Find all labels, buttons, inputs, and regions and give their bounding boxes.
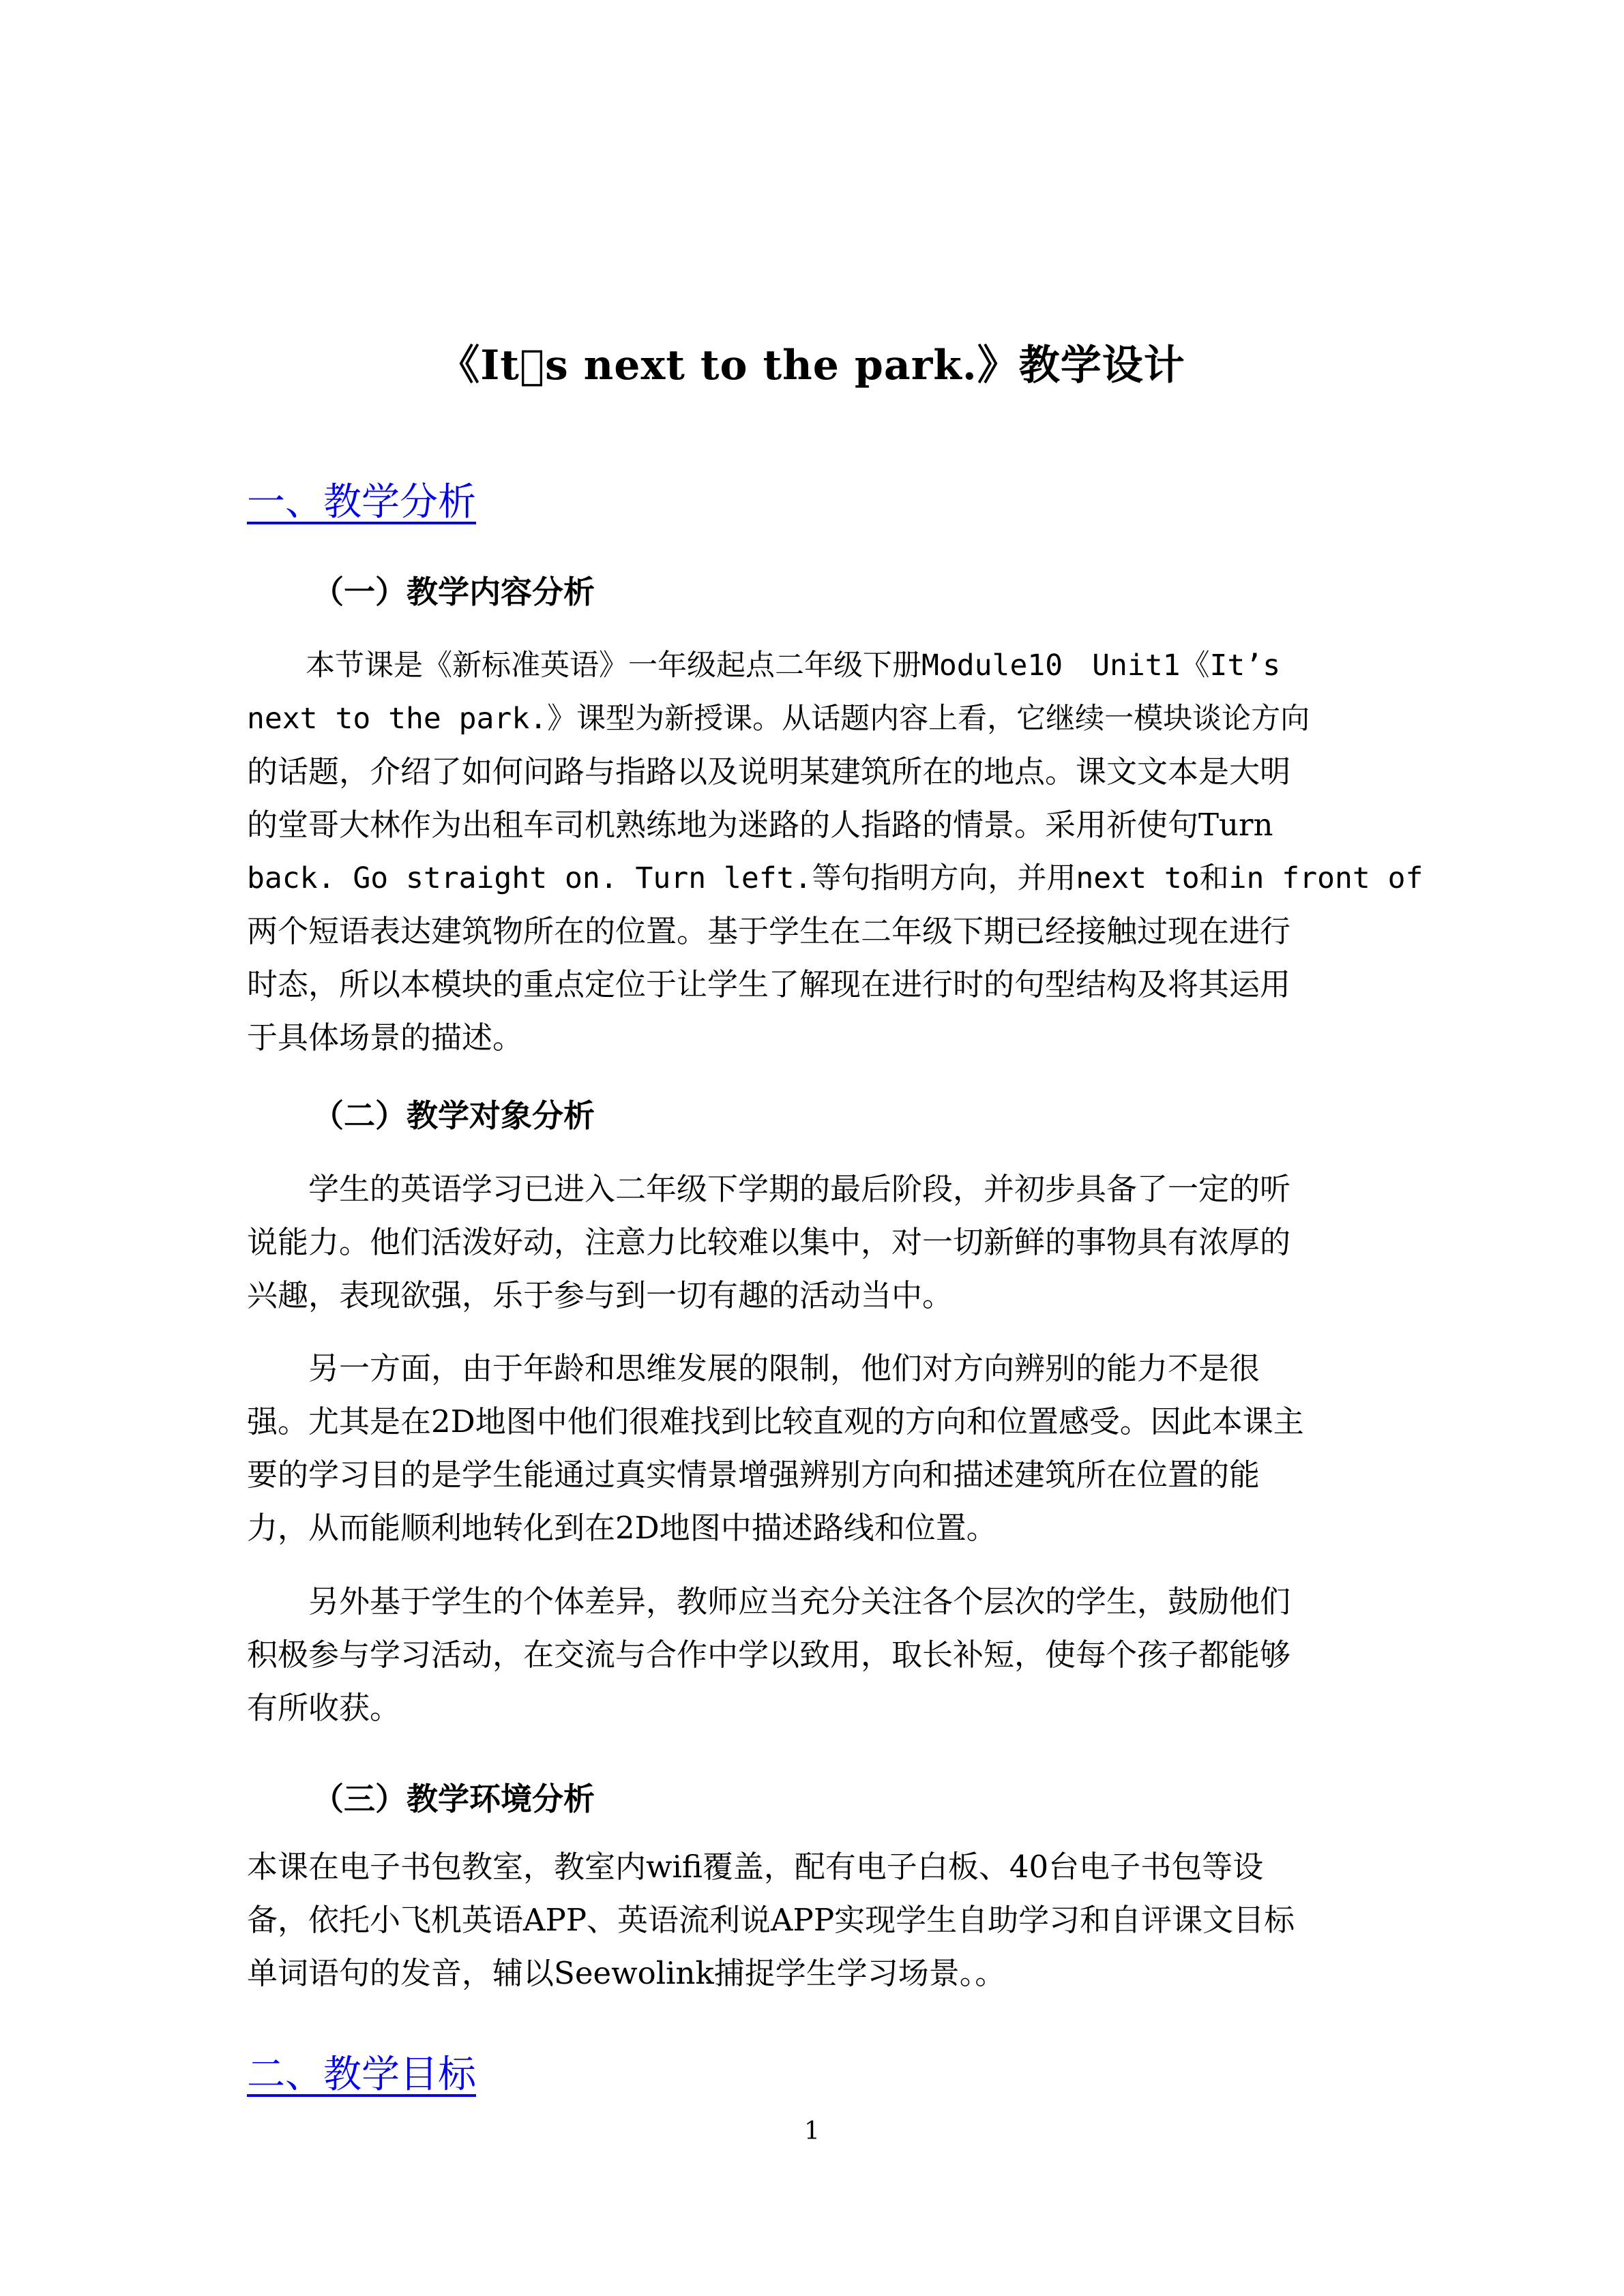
section-heading-teaching-analysis[interactable]: 一、教学分析 xyxy=(247,480,476,524)
subsection-heading-content-analysis: （一）教学内容分析 xyxy=(312,573,595,610)
paragraph-learner-analysis-2 xyxy=(247,1342,1387,1555)
text-line: 有所收获。 xyxy=(247,1690,401,1726)
paragraph-learner-analysis-3 xyxy=(247,1575,1387,1735)
text-line: 力，从而能顺利地转化到在2D地图中描述路线和位置。 xyxy=(247,1510,997,1546)
paragraph-environment-analysis xyxy=(247,1840,1387,2000)
text-line: 本课在电子书包教室，教室内wifi覆盖，配有电子白板、40台电子书包等设 xyxy=(247,1849,1264,1885)
page-number: 1 xyxy=(804,2117,820,2145)
text-line: 要的学习目的是学生能通过真实情景增强辨别方向和描述建筑所在位置的能 xyxy=(247,1457,1260,1493)
text-line: 积极参与学习活动，在交流与合作中学以致用，取长补短，使每个孩子都能够 xyxy=(247,1637,1291,1673)
text-line: 说能力。他们活泼好动，注意力比较难以集中，对一切新鲜的事物具有浓厚的 xyxy=(247,1224,1291,1260)
paragraph-learner-analysis-1 xyxy=(247,1163,1387,1322)
section-heading-teaching-objectives[interactable]: 二、教学目标 xyxy=(247,2053,476,2097)
text-line: 兴趣，表现欲强，乐于参与到一切有趣的活动当中。 xyxy=(247,1277,954,1313)
text-line: 的话题，介绍了如何问路与指路以及说明某建筑所在的地点。课文文本是大明 xyxy=(247,754,1291,790)
text-line: 本节课是《新标准英语》一年级起点二年级下册Module10 Unit1《It’s xyxy=(247,648,1281,683)
text-line: back. Go straight on. Turn left.等句指明方向，并用next to和in front of xyxy=(247,861,1423,895)
text-line: 的堂哥大林作为出租车司机熟练地为迷路的人指路的情景。采用祈使句Turn xyxy=(247,807,1273,843)
subsection-heading-environment-analysis: （三）教学环境分析 xyxy=(312,1780,595,1817)
text-line: 于具体场景的描述。 xyxy=(247,1019,524,1056)
text-line: 两个短语表达建筑物所在的位置。基于学生在二年级下期已经接触过现在进行 xyxy=(247,913,1291,949)
text-line: 强。尤其是在2D地图中他们很难找到比较直观的方向和位置感受。因此本课主 xyxy=(247,1403,1304,1440)
text-line: 学生的英语学习已进入二年级下学期的最后阶段，并初步具备了一定的听 xyxy=(247,1171,1291,1207)
paragraph-content-analysis xyxy=(247,639,1423,1064)
text-line: 备，依托小飞机英语APP、英语流利说APP实现学生自助学习和自评课文目标 xyxy=(247,1902,1295,1938)
document-title: 《It s next to the park.》教学设计 xyxy=(439,342,1185,389)
text-line: 单词语句的发音，辅以Seewolink捕捉学生学习场景。。 xyxy=(247,1955,1006,1991)
text-line: 另一方面，由于年龄和思维发展的限制，他们对方向辨别的能力不是很 xyxy=(247,1350,1260,1386)
text-line: 另外基于学生的个体差异，教师应当充分关注各个层次的学生，鼓励他们 xyxy=(247,1583,1291,1620)
subsection-heading-learner-analysis: （二）教学对象分析 xyxy=(312,1097,595,1134)
text-line: 时态，所以本模块的重点定位于让学生了解现在进行时的句型结构及将其运用 xyxy=(247,966,1291,1002)
text-line: next to the park.》课型为新授课。从话题内容上看，它继续一模块谈论方向 xyxy=(247,702,1310,736)
